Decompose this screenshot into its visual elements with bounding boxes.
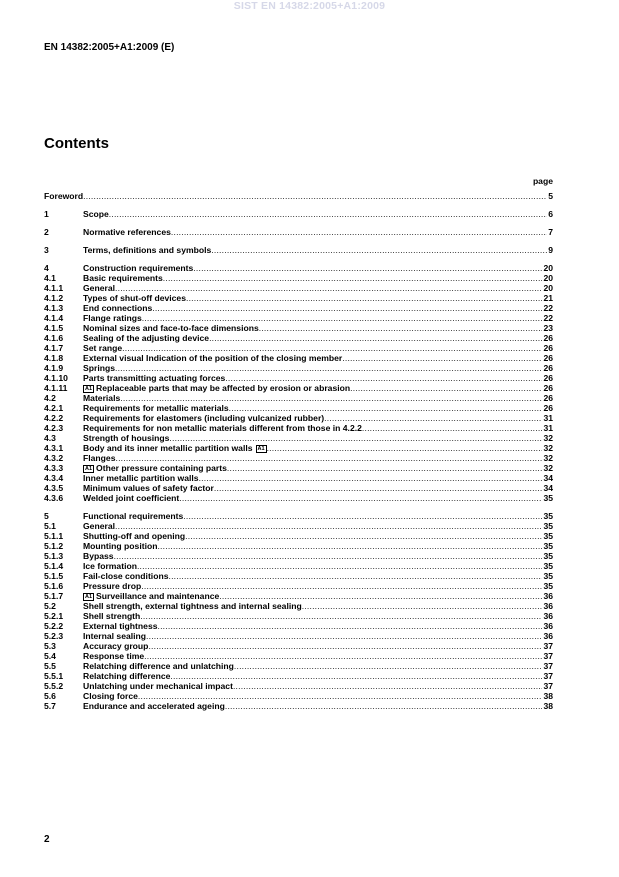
toc-entry-page: 26	[543, 333, 553, 343]
toc-entry-number: 5.7	[44, 701, 56, 711]
toc-entry-number: 5.1.6	[44, 581, 64, 591]
toc-entry[interactable]	[44, 403, 553, 413]
toc-entry-number: 5.1	[44, 521, 56, 531]
toc-entry-number: 5.1.4	[44, 561, 64, 571]
toc-entry[interactable]	[44, 393, 553, 403]
toc-entry-title-wrap	[83, 423, 362, 433]
toc-entry-page: 31	[543, 413, 553, 423]
toc-entry[interactable]	[44, 245, 553, 255]
toc-entry[interactable]	[44, 521, 553, 531]
toc-entry-number: 4.1.11	[44, 383, 68, 393]
toc-entry-title: Relatching difference	[83, 671, 171, 681]
dot-leader	[137, 561, 542, 571]
toc-entry[interactable]	[44, 631, 553, 641]
toc-entry-page: 36	[543, 631, 553, 641]
dot-leader	[170, 671, 542, 681]
toc-entry[interactable]	[44, 681, 553, 691]
toc-entry-title: Requirements for non metallic materials different from those in 4.2.2	[83, 423, 362, 433]
toc-entry-number: 4.3	[44, 433, 56, 443]
toc-entry[interactable]	[44, 443, 553, 453]
toc-entry-number: 4.3.1	[44, 443, 64, 453]
toc-entry-number: 4.1.6	[44, 333, 64, 343]
toc-entry-title: General	[83, 521, 116, 531]
toc-entry-page: 26	[543, 353, 553, 363]
toc-entry[interactable]	[44, 551, 553, 561]
toc-entry-title-wrap	[83, 521, 115, 531]
dot-leader	[141, 581, 542, 591]
toc-entry-page: 21	[543, 293, 553, 303]
toc-entry-page: 26	[543, 383, 553, 393]
toc-entry-number: 5.2.2	[44, 621, 64, 631]
toc-entry-title-wrap	[83, 413, 324, 423]
toc-entry-title: Accuracy group	[83, 641, 149, 651]
toc-entry[interactable]	[44, 313, 553, 323]
toc-entry-number: 5.5	[44, 661, 56, 671]
toc-entry[interactable]	[44, 483, 553, 493]
toc-entry-title: Requirements for elastomers (including vulcanized rubber)	[83, 413, 325, 423]
toc-entry-title-wrap	[83, 273, 163, 283]
toc-entry-title: Closing force	[83, 691, 138, 701]
toc-entry-title-wrap	[83, 313, 142, 323]
toc-entry-number: 4.1.1	[44, 283, 64, 293]
toc-entry-title: Flange ratings	[83, 313, 142, 323]
toc-entry[interactable]	[44, 651, 553, 661]
dot-leader	[169, 433, 542, 443]
toc-entry-page: 26	[543, 393, 553, 403]
toc-entry-title: Mounting position	[83, 541, 158, 551]
toc-entry[interactable]	[44, 433, 553, 443]
toc-entry-page: 23	[543, 323, 553, 333]
toc-entry-page: 35	[543, 511, 553, 521]
toc-entry-title-wrap	[83, 621, 158, 631]
dot-leader	[163, 273, 543, 283]
toc-entry-title-wrap	[83, 531, 185, 541]
toc-entry[interactable]	[44, 423, 553, 433]
dot-leader	[342, 353, 542, 363]
dot-leader	[225, 701, 543, 711]
toc-entry-number: 4.2.1	[44, 403, 64, 413]
toc-entry-number: 5.1.7	[44, 591, 64, 601]
toc-entry-number: 4.1.2	[44, 293, 64, 303]
toc-entry-title: End connections	[83, 303, 153, 313]
toc-entry-title-wrap	[83, 209, 109, 219]
toc-entry-title-wrap	[83, 227, 171, 237]
toc-entry-title-wrap	[83, 661, 234, 671]
toc-entry-title: Body and its inner metallic partition walls	[83, 443, 253, 453]
dot-leader	[229, 403, 543, 413]
toc-entry-title: Parts transmitting actuating forces	[83, 373, 226, 383]
toc-entry-title: Relatching difference and unlatching	[83, 661, 234, 671]
toc-entry-page: 36	[543, 611, 553, 621]
toc-entry-number: 4.3.4	[44, 473, 64, 483]
toc-entry-page: 32	[543, 453, 553, 463]
toc-entry[interactable]	[44, 473, 553, 483]
dot-leader	[120, 393, 542, 403]
toc-entry-title-wrap	[83, 591, 219, 601]
toc-entry[interactable]	[44, 601, 553, 611]
toc-entry-title-wrap	[83, 701, 225, 711]
page-title: Contents	[44, 135, 109, 152]
dot-leader	[171, 227, 547, 237]
toc-entry[interactable]	[44, 373, 553, 383]
toc-entry-number: 4.3.2	[44, 453, 64, 463]
toc-entry[interactable]	[44, 413, 553, 423]
toc-entry-title-wrap	[83, 561, 137, 571]
toc-entry-number: 5.1.3	[44, 551, 64, 561]
dot-leader	[259, 323, 543, 333]
toc-entry-title: Materials	[83, 393, 121, 403]
toc-entry-title-wrap	[83, 263, 193, 273]
toc-entry[interactable]	[44, 581, 553, 591]
toc-entry[interactable]	[44, 531, 553, 541]
toc-entry-title-wrap	[83, 473, 199, 483]
dot-leader	[267, 443, 543, 453]
toc-entry[interactable]	[44, 511, 553, 521]
toc-entry-page: 34	[543, 473, 553, 483]
toc-entry-number: 5.1.1	[44, 531, 64, 541]
toc-entry-page: 9	[548, 245, 553, 255]
dot-leader	[115, 521, 542, 531]
toc-entry-title-wrap	[83, 363, 115, 373]
toc-entry-title: Minimum values of safety factor	[83, 483, 214, 493]
toc-entry-title-wrap	[83, 403, 229, 413]
toc-entry-title: Requirements for metallic materials	[83, 403, 229, 413]
toc-entry-title-wrap	[83, 511, 183, 521]
toc-entry-number: 4.1.10	[44, 373, 68, 383]
dot-leader	[233, 681, 542, 691]
amendment-end-mark: A1	[257, 446, 265, 452]
toc-entry-number: 4.1.8	[44, 353, 64, 363]
toc-entry-number: 4	[44, 263, 49, 273]
toc-entry-number: 4.2.2	[44, 413, 64, 423]
toc-entry[interactable]	[44, 263, 553, 273]
dot-leader	[115, 363, 542, 373]
toc-entry[interactable]	[44, 363, 553, 373]
toc-entry-page: 22	[543, 303, 553, 313]
toc-entry-number: 5	[44, 511, 49, 521]
watermark: SIST EN 14382:2005+A1:2009	[233, 0, 386, 12]
dot-leader	[152, 303, 542, 313]
dot-leader	[179, 493, 542, 503]
toc-entry-title-wrap	[83, 245, 211, 255]
toc-entry-page: 20	[543, 263, 553, 273]
toc-entry-title: Inner metallic partition walls	[83, 473, 199, 483]
toc-entry-page: 26	[543, 363, 553, 373]
toc-entry-page: 38	[543, 691, 553, 701]
toc-entry[interactable]	[44, 283, 553, 293]
dot-leader	[157, 541, 542, 551]
toc-entry-number: 5.5.1	[44, 671, 64, 681]
dot-leader	[199, 473, 543, 483]
dot-leader	[142, 313, 543, 323]
toc-entry[interactable]	[44, 701, 553, 711]
toc-entry-title: Flanges	[83, 453, 116, 463]
toc-entry[interactable]	[44, 661, 553, 671]
dot-leader	[234, 661, 543, 671]
toc-entry-page: 37	[543, 661, 553, 671]
toc-entry-title: Terms, definitions and symbols	[83, 245, 212, 255]
toc-entry-title-wrap	[83, 323, 259, 333]
toc-entry[interactable]	[44, 209, 553, 219]
toc-entry[interactable]	[44, 273, 553, 283]
dot-leader	[148, 641, 542, 651]
toc-entry-page: 5	[548, 191, 553, 201]
toc-entry[interactable]	[44, 591, 553, 601]
toc-entry-page: 35	[543, 541, 553, 551]
toc-entry-title: Construction requirements	[83, 263, 194, 273]
toc-entry-number: 2	[44, 227, 49, 237]
toc-entry-title: Basic requirements	[83, 273, 163, 283]
toc-entry-page: 36	[543, 601, 553, 611]
toc-entry-title-wrap	[83, 551, 114, 561]
toc-entry-title-wrap	[83, 691, 138, 701]
toc-entry-number: 5.2	[44, 601, 56, 611]
toc-entry-number: 5.3	[44, 641, 56, 651]
dot-leader	[109, 209, 547, 219]
toc-entry-number: 4.3.5	[44, 483, 64, 493]
toc-entry-number: 4.3.6	[44, 493, 64, 503]
toc-entry-page: 32	[543, 463, 553, 473]
toc-entry-page: 37	[543, 641, 553, 651]
dot-leader	[324, 413, 542, 423]
toc-entry-page: 22	[543, 313, 553, 323]
toc-entry-title: Pressure drop	[83, 581, 142, 591]
toc-entry-number: 4.1	[44, 273, 56, 283]
toc-entry[interactable]	[44, 453, 553, 463]
dot-leader	[185, 531, 542, 541]
toc-entry-title: Bypass	[83, 551, 114, 561]
toc-entry-page: 20	[543, 273, 553, 283]
toc-entry-title-wrap	[83, 453, 115, 463]
dot-leader	[122, 343, 542, 353]
toc-entry-title: Springs	[83, 363, 115, 373]
dot-leader	[146, 631, 542, 641]
dot-leader	[214, 483, 543, 493]
dot-leader	[186, 293, 542, 303]
toc-entry-number: 4.1.9	[44, 363, 64, 373]
toc-entry-title: Surveillance and maintenance	[96, 591, 220, 601]
toc-entry[interactable]	[44, 621, 553, 631]
toc-entry[interactable]	[44, 383, 553, 393]
toc-entry-number: 4.1.3	[44, 303, 64, 313]
toc-entry-number: 3	[44, 245, 49, 255]
toc-entry-title-wrap	[83, 581, 141, 591]
toc-entry-title: External visual Indication of the position of the closing member	[83, 353, 343, 363]
toc-entry-page: 31	[543, 423, 553, 433]
toc-entry-title-wrap	[83, 611, 140, 621]
toc-entry[interactable]	[44, 353, 553, 363]
toc-entry-title: Scope	[83, 209, 109, 219]
dot-leader	[183, 511, 542, 521]
dot-leader	[219, 591, 542, 601]
dot-leader	[193, 263, 542, 273]
toc-entry-title-wrap	[83, 641, 148, 651]
toc-entry-title-wrap	[83, 571, 168, 581]
toc-entry-page: 35	[543, 551, 553, 561]
toc-entry-number: 5.6	[44, 691, 56, 701]
dot-leader	[209, 333, 542, 343]
toc-entry-page: 36	[543, 621, 553, 631]
toc-entry-title: Foreword	[44, 191, 84, 201]
toc-entry-title-wrap	[83, 671, 170, 681]
toc-entry[interactable]	[44, 191, 553, 201]
dot-leader	[227, 463, 543, 473]
toc-entry-page: 32	[543, 443, 553, 453]
toc-entry-title: Welded joint coefficient	[83, 493, 180, 503]
dot-leader	[140, 611, 542, 621]
toc-entry-page: 26	[543, 403, 553, 413]
toc-entry-title-wrap	[83, 463, 227, 473]
toc-entry-title: Other pressure containing parts	[96, 463, 227, 473]
toc-entry-title: Functional requirements	[83, 511, 184, 521]
dot-leader	[83, 191, 547, 201]
toc-entry-title: Sealing of the adjusting device	[83, 333, 210, 343]
toc-entry-number: 4.3.3	[44, 463, 64, 473]
toc-entry-page: 38	[543, 701, 553, 711]
toc-entry-title-wrap	[83, 483, 214, 493]
toc-entry-title: Types of shut-off devices	[83, 293, 186, 303]
toc-entry-page: 36	[543, 591, 553, 601]
toc-entry-number: 5.2.1	[44, 611, 64, 621]
toc-entry-page: 35	[543, 531, 553, 541]
dot-leader	[302, 601, 543, 611]
toc-entry[interactable]	[44, 333, 553, 343]
toc-entry-number: 4.1.5	[44, 323, 64, 333]
toc-entry[interactable]	[44, 303, 553, 313]
toc-entry-title-wrap	[83, 373, 225, 383]
document-id: EN 14382:2005+A1:2009 (E)	[44, 42, 175, 53]
toc-entry-title: Normative references	[83, 227, 171, 237]
toc-entry-title: External tightness	[83, 621, 158, 631]
toc-entry-title-wrap	[83, 333, 209, 343]
toc-entry-title-wrap	[83, 651, 144, 661]
toc-entry-number: 1	[44, 209, 49, 219]
toc-entry-title: Internal sealing	[83, 631, 147, 641]
toc-entry-title-wrap	[83, 541, 157, 551]
amendment-start-mark: A1	[85, 386, 93, 392]
toc-entry-title-wrap	[83, 343, 122, 353]
toc-entry-page: 37	[543, 681, 553, 691]
dot-leader	[138, 691, 543, 701]
toc-entry-number: 4.1.4	[44, 313, 64, 323]
toc-entry-title-wrap	[83, 353, 342, 363]
toc-entry-title-wrap	[83, 601, 302, 611]
toc-entry[interactable]	[44, 611, 553, 621]
toc-entry-title: Shutting-off and opening	[83, 531, 186, 541]
toc-entry-page: 35	[543, 571, 553, 581]
toc-entry[interactable]	[44, 343, 553, 353]
dot-leader	[158, 621, 543, 631]
toc-entry-page: 35	[543, 493, 553, 503]
table-of-contents	[44, 191, 553, 711]
dot-leader	[115, 283, 542, 293]
toc-entry-page: 7	[548, 227, 553, 237]
toc-entry-title-wrap	[83, 493, 179, 503]
toc-entry-page: 6	[548, 209, 553, 219]
toc-entry-title-wrap	[83, 383, 350, 393]
toc-entry-title: Shell strength	[83, 611, 141, 621]
toc-entry-title: General	[83, 283, 116, 293]
toc-entry[interactable]	[44, 227, 553, 237]
toc-entry-title: Unlatching under mechanical impact	[83, 681, 233, 691]
toc-entry-title: Set range	[83, 343, 123, 353]
toc-entry-page: 20	[543, 283, 553, 293]
toc-entry-title-wrap	[83, 303, 152, 313]
dot-leader	[362, 423, 543, 433]
toc-entry-page: 32	[543, 433, 553, 443]
page-number: 2	[44, 834, 50, 845]
toc-entry-title: Shell strength, external tightness and internal sealing	[83, 601, 302, 611]
toc-entry-page: 35	[543, 581, 553, 591]
toc-entry-number: 5.1.5	[44, 571, 64, 581]
toc-entry-title: Replaceable parts that may be affected by erosion or abrasion	[96, 383, 351, 393]
toc-entry-title: Fail-close conditions	[83, 571, 169, 581]
toc-entry[interactable]	[44, 541, 553, 551]
dot-leader	[168, 571, 542, 581]
toc-entry-title-wrap	[83, 681, 233, 691]
toc-entry-title: Nominal sizes and face-to-face dimensions	[83, 323, 259, 333]
toc-entry-page: 35	[543, 521, 553, 531]
toc-entry-title-wrap	[83, 631, 146, 641]
toc-entry[interactable]	[44, 691, 553, 701]
toc-entry-title: Ice formation	[83, 561, 137, 571]
toc-entry-number: 5.2.3	[44, 631, 64, 641]
toc-entry-number: 5.1.2	[44, 541, 64, 551]
toc-entry-number: 4.1.7	[44, 343, 64, 353]
toc-entry[interactable]	[44, 463, 553, 473]
dot-leader	[350, 383, 542, 393]
toc-entry-title: Endurance and accelerated ageing	[83, 701, 225, 711]
toc-entry-number: 4.2.3	[44, 423, 64, 433]
dot-leader	[115, 453, 542, 463]
toc-entry-title: Strength of housings	[83, 433, 170, 443]
dot-leader	[225, 373, 542, 383]
toc-entry-title-wrap	[83, 393, 120, 403]
amendment-start-mark: A1	[85, 594, 93, 600]
toc-entry-page: 35	[543, 561, 553, 571]
toc-entry[interactable]	[44, 671, 553, 681]
toc-entry-page: 26	[543, 373, 553, 383]
toc-entry-title-wrap	[83, 293, 186, 303]
toc-entry-page: 26	[543, 343, 553, 353]
dot-leader	[114, 551, 543, 561]
toc-entry[interactable]	[44, 571, 553, 581]
amendment-start-mark: A1	[85, 466, 93, 472]
toc-entry-title-wrap	[83, 443, 267, 453]
dot-leader	[144, 651, 542, 661]
toc-entry-page: 37	[543, 651, 553, 661]
toc-entry[interactable]	[44, 561, 553, 571]
toc-entry[interactable]	[44, 641, 553, 651]
toc-entry[interactable]	[44, 323, 553, 333]
toc-entry-number: 4.2	[44, 393, 56, 403]
toc-entry[interactable]	[44, 293, 553, 303]
toc-entry-page: 34	[543, 483, 553, 493]
toc-entry[interactable]	[44, 493, 553, 503]
dot-leader	[211, 245, 547, 255]
toc-entry-title-wrap	[83, 283, 115, 293]
toc-entry-title: Response time	[83, 651, 145, 661]
toc-entry-title-wrap	[83, 433, 169, 443]
page-column-label: page	[532, 176, 553, 186]
toc-entry-number: 5.5.2	[44, 681, 64, 691]
toc-entry-number: 5.4	[44, 651, 56, 661]
toc-entry-page: 37	[543, 671, 553, 681]
